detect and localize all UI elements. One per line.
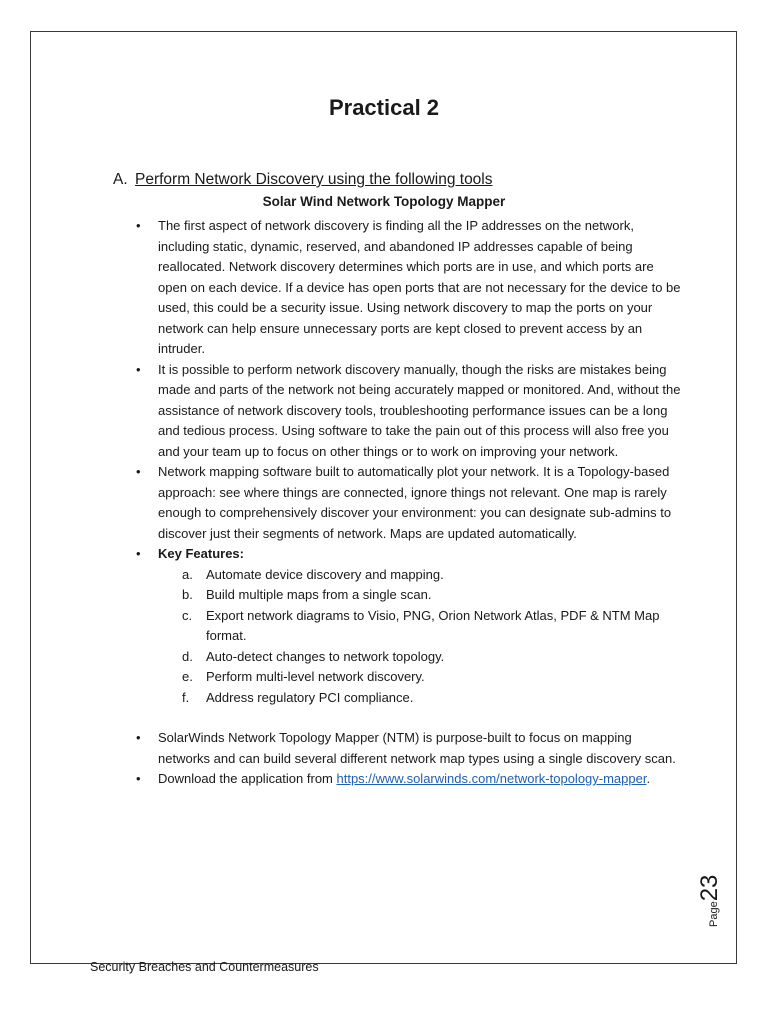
feature-text: Automate device discovery and mapping. xyxy=(206,566,444,582)
page-footer: Security Breaches and Countermeasures xyxy=(90,960,319,974)
bullet-icon: • xyxy=(136,771,141,786)
key-features-list xyxy=(158,565,681,709)
section-heading xyxy=(113,171,493,189)
page-number-value: 23 xyxy=(696,874,723,902)
feature-item xyxy=(182,647,681,668)
bullet-item xyxy=(136,216,681,360)
feature-text: Perform multi-level network discovery. xyxy=(206,669,425,684)
bullet-item-key-features xyxy=(136,544,681,708)
feature-letter: b. xyxy=(182,587,193,602)
key-features-label: Key Features: xyxy=(158,546,244,561)
bullet-item xyxy=(136,360,681,463)
feature-text: Export network diagrams to Visio, PNG, Orion Network Atlas, PDF & NTM Map format. xyxy=(206,607,660,643)
bullet-text: SolarWinds Network Topology Mapper (NTM) is purpose-built to focus on mapping networks and can build several different network map types using a single discovery scan. xyxy=(158,730,676,766)
page-number xyxy=(696,867,736,927)
feature-letter: e. xyxy=(182,669,193,684)
feature-item xyxy=(182,606,681,647)
download-suffix: . xyxy=(646,771,651,786)
bullet-item-download xyxy=(136,769,681,790)
section-letter: A. xyxy=(113,171,128,188)
bullet-item xyxy=(136,728,681,769)
bullet-icon: • xyxy=(136,464,141,479)
feature-letter: a. xyxy=(182,566,193,582)
feature-letter: d. xyxy=(182,648,193,664)
bullet-icon: • xyxy=(136,218,141,233)
download-link[interactable]: https://www.solarwinds.com/network-topology-mapper xyxy=(336,771,647,786)
page-title: Practical 2 xyxy=(328,95,440,120)
page-number-word: Page xyxy=(708,901,720,927)
feature-letter: f. xyxy=(182,689,190,705)
bullet-icon: • xyxy=(136,546,141,561)
feature-text: Auto-detect changes to network topology. xyxy=(206,648,445,664)
bullet-text: It is possible to perform network discovery manually, though the risks are mistakes being made and parts of the network not being accurately mapped or monitored. And, without the assistance of network discovery tools, troubleshooting performance issues can be a long and tedious process. Using software to take the pain out of this process will also free you and your team up to focus on other things or to work on improving your network. xyxy=(158,361,681,459)
feature-item xyxy=(182,585,681,606)
feature-item xyxy=(182,688,681,709)
feature-letter: c. xyxy=(182,607,193,623)
feature-text: Address regulatory PCI compliance. xyxy=(206,689,414,705)
bullet-text: The first aspect of network discovery is finding all the IP addresses on the network, including static, dynamic, reserved, and abandoned IP addresses capable of being reallocated. Network discovery determines which ports are in use, and which ports are open on each device. If a device has open ports that are not necessary for the device to be used, this could be a security issue. Using network discovery to map the ports on your network can help ensure unnecessary ports are kept closed to prevent access by an intruder. xyxy=(158,218,681,356)
section-heading-text: Perform Network Discovery using the following tools xyxy=(135,171,493,188)
tool-subheading: Solar Wind Network Topology Mapper xyxy=(262,194,506,209)
feature-item xyxy=(182,565,681,586)
bullet-icon: • xyxy=(136,730,141,745)
bullet-item xyxy=(136,462,681,544)
feature-item xyxy=(182,667,681,688)
download-prefix: Download the application from xyxy=(158,771,337,786)
bullet-text: Network mapping software built to automatically plot your network. It is a Topology-based approach: see where things are connected, ignore things not relevant. One map is rarely enough to comprehensively discover your environment: you can designate sub-admins to discover just their segments of network. Maps are updated automatically. xyxy=(158,464,672,541)
feature-text: Build multiple maps from a single scan. xyxy=(206,587,432,602)
bullet-icon: • xyxy=(136,361,141,377)
bullet-list xyxy=(136,216,681,790)
